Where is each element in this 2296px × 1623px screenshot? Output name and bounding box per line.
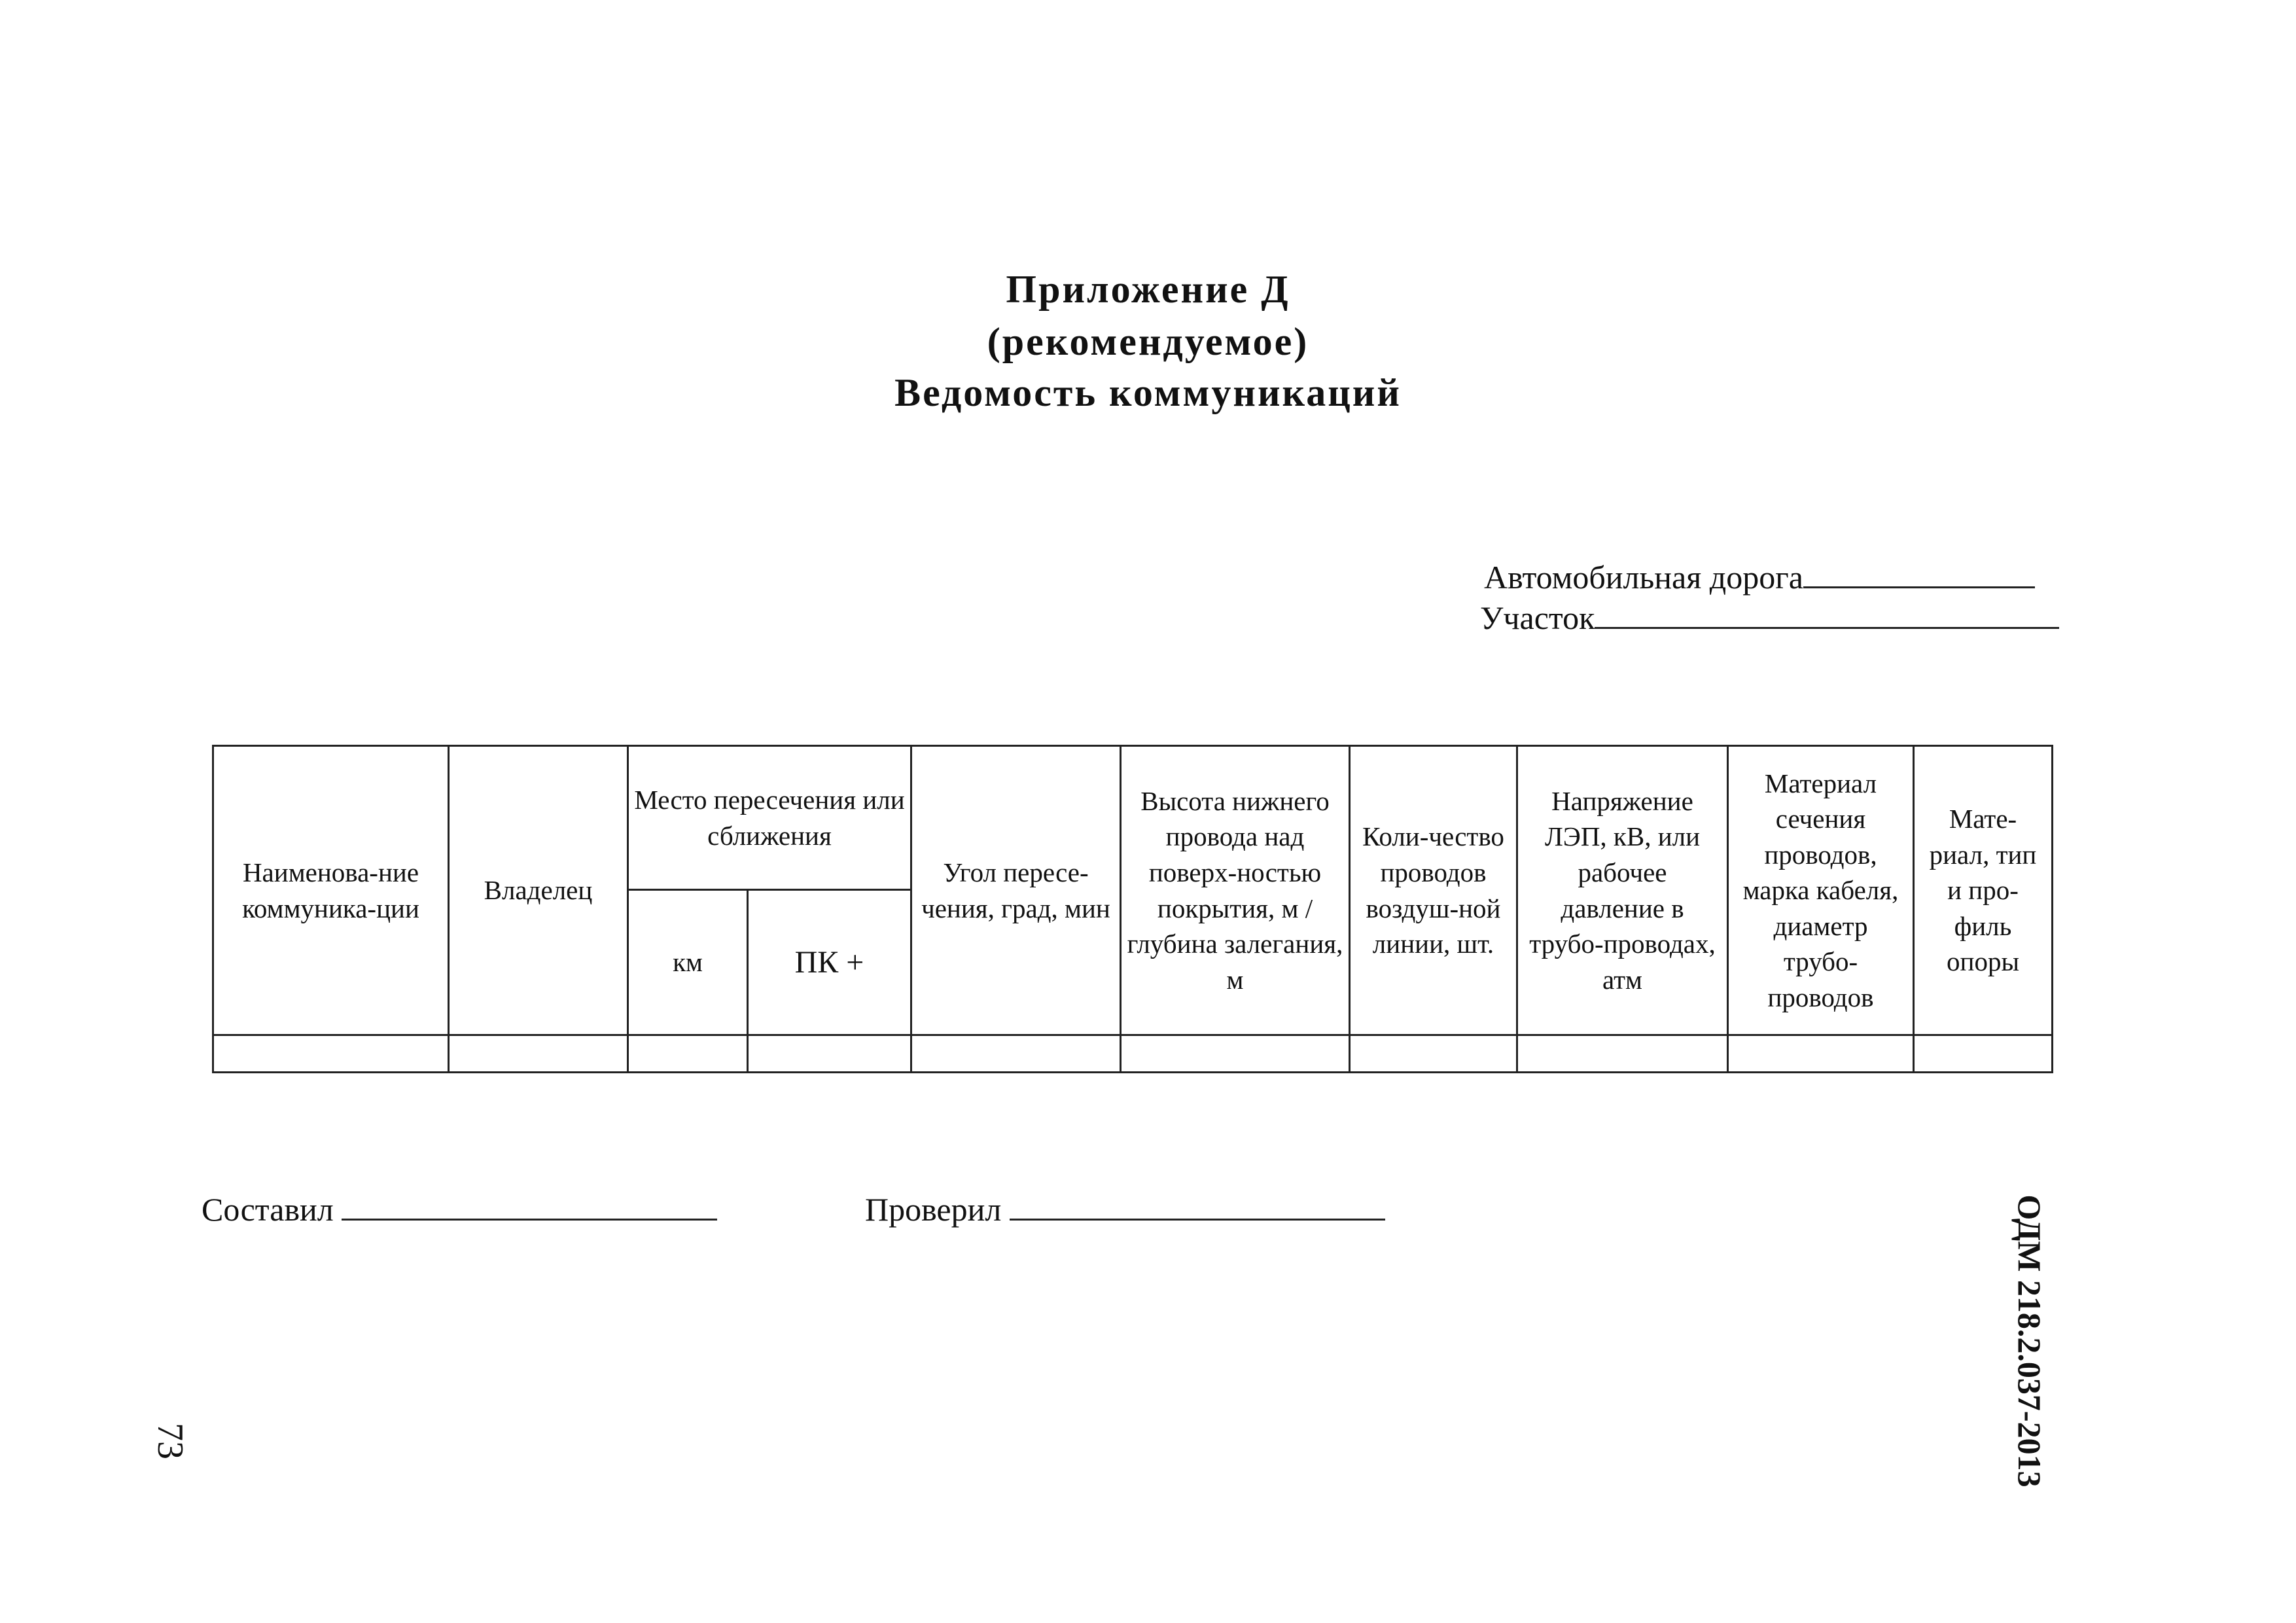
header-support-material: Мате-риал, тип и про-филь опоры bbox=[1914, 746, 2053, 1035]
communications-table bbox=[212, 745, 2053, 1073]
composed-by-field bbox=[202, 1190, 717, 1228]
header-wire-height: Высота нижнего провода над поверх-ностью покрытия, м /глубина залегания, м bbox=[1121, 746, 1350, 1035]
checked-by-blank-line bbox=[1010, 1190, 1385, 1221]
table-row bbox=[213, 1035, 2053, 1073]
cell-crossing-angle bbox=[911, 1035, 1121, 1073]
cell-communication-name bbox=[213, 1035, 449, 1073]
road-field bbox=[1484, 558, 2035, 596]
cell-voltage-pressure bbox=[1517, 1035, 1728, 1073]
header-pk: ПК + bbox=[748, 890, 911, 1035]
header-communication-name: Наименова-ние коммуника-ции bbox=[213, 746, 449, 1035]
document-code: ОДМ 218.2.037-2013 bbox=[2011, 1194, 2048, 1488]
section-blank-line bbox=[1595, 598, 2059, 629]
page-number: 73 bbox=[150, 1423, 190, 1459]
header-owner: Владелец bbox=[449, 746, 628, 1035]
appendix-status: (рекомендуемое) bbox=[987, 320, 1309, 363]
header-crossing-angle: Угол пересе-чения, град, мин bbox=[911, 746, 1121, 1035]
document-name: Ведомость коммуникаций bbox=[894, 371, 1402, 414]
cell-pk bbox=[748, 1035, 911, 1073]
cell-wire-count bbox=[1350, 1035, 1517, 1073]
cell-owner bbox=[449, 1035, 628, 1073]
header-crossing-place: Место пересечения или сближения bbox=[628, 746, 911, 890]
composed-by-label: Составил bbox=[202, 1191, 334, 1228]
cell-support-material bbox=[1914, 1035, 2053, 1073]
cell-material-section bbox=[1728, 1035, 1914, 1073]
header-wire-count: Коли-чество проводов воздуш-ной линии, шт. bbox=[1350, 746, 1517, 1035]
road-label: Автомобильная дорога bbox=[1484, 559, 1803, 596]
cell-wire-height bbox=[1121, 1035, 1350, 1073]
header-km: км bbox=[628, 890, 748, 1035]
composed-by-blank-line bbox=[342, 1190, 717, 1221]
section-label: Участок bbox=[1480, 599, 1595, 636]
cell-km bbox=[628, 1035, 748, 1073]
checked-by-label: Проверил bbox=[865, 1191, 1002, 1228]
checked-by-field bbox=[865, 1190, 1385, 1228]
table-header-row bbox=[213, 746, 2053, 890]
road-blank-line bbox=[1803, 558, 2035, 588]
section-field bbox=[1480, 598, 2059, 637]
header-material-section: Материал сечения проводов, марка кабеля, диаметр трубо-проводов bbox=[1728, 746, 1914, 1035]
header-voltage-pressure: Напряжение ЛЭП, кВ, или рабочее давление в трубо-проводах, атм bbox=[1517, 746, 1728, 1035]
appendix-title: Приложение Д bbox=[1006, 268, 1290, 311]
